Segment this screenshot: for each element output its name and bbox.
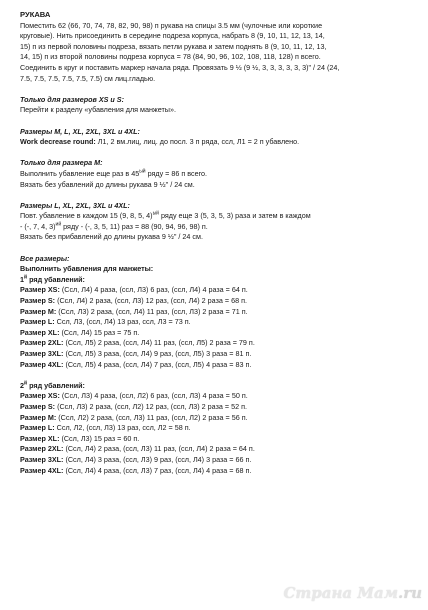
size-label: Размер S: xyxy=(20,296,56,306)
round1-header: $1^й$ ряд убавлений: xyxy=(20,274,85,284)
cuff-subheader: Выполнить убавления для манжеты: xyxy=(20,264,154,274)
round2-header: $2^й$ ряд убавлений: xyxy=(20,380,85,390)
size-row xyxy=(20,296,415,307)
document-page xyxy=(20,10,415,476)
size-label: Размер XS: xyxy=(20,285,60,295)
intro-line: Поместить 62 (66, 70, 74, 78, 82, 90, 98) п рукава на спицы 3.5 мм (чулочные или короткие xyxy=(20,20,323,30)
size-label: Размер S: xyxy=(20,401,56,411)
size-instructions: (Ссл, Л5) 3 раза, (ссл, Л4) 9 раз, (ссл, Л5) 3 раза = 81 п. xyxy=(63,349,252,358)
size-instructions: (Ссл, Л2) 2 раза, (ссл, Л3) 11 раз, (ссл, Л2) 2 раза = 56 п. xyxy=(56,412,248,422)
size-label: Размер XS: xyxy=(20,391,60,401)
intro-line: 14, 15) п из второй половины подреза корпуса = 78 (84, 90, 96, 102, 108, 118, 128) п всего. xyxy=(20,52,321,62)
xs-s-header: Только для размеров XS и S: xyxy=(20,94,124,104)
size-instructions: (Ссл, Л5) 2 раза, (ссл, Л4) 11 раз, (ссл, Л5) 2 раза = 79 п. xyxy=(63,338,255,348)
size-row xyxy=(20,434,415,445)
m-4xl-header: Размеры M, L, XL, 2XL, 3XL и 4XL: xyxy=(20,126,140,136)
size-row xyxy=(20,466,415,477)
intro-line: 7.5, 7.5, 7.5, 7.5, 7.5, 7.5) см лиц.гладью. xyxy=(20,73,156,83)
l-4xl-line: - (-, 7, 4, 3)$^{ий}$ ряду - (-, 3, 5, 11) раз = 88 (90, 94, 96, 98) п. xyxy=(20,221,208,231)
size-instructions: (Ссл, Л4) 4 раза, (ссл, Л3) 7 раз, (ссл, Л4) 4 раза = 68 п. xyxy=(63,465,252,475)
size-label: Размер L: xyxy=(20,423,55,433)
size-label: Размер 4XL: xyxy=(20,359,64,369)
size-row xyxy=(20,285,415,296)
watermark-logo: Страна Мам.ru xyxy=(283,584,422,602)
size-row xyxy=(20,349,415,360)
size-row xyxy=(20,413,415,424)
size-instructions: (Ссл, Л4) 4 раза, (ссл, Л3) 6 раз, (ссл, Л4) 4 раза = 64 п. xyxy=(59,285,248,295)
m-only-line: Вязать без убавлений до длины рукава 9 ½" / 24 см. xyxy=(20,179,195,189)
size-row xyxy=(20,455,415,466)
size-row xyxy=(20,444,415,455)
size-label: Размер 4XL: xyxy=(20,465,64,475)
all-sizes-header: Все размеры: xyxy=(20,253,70,263)
m-4xl-text: Work decrease round: Л1, 2 вм.лиц, лиц. до посл. 3 п ряда, ссл, Л1 = 2 п убавлено. xyxy=(20,137,300,147)
size-instructions: Ссл, Л2, (ссл, Л3) 13 раз, ссл, Л2 = 58 п. xyxy=(54,423,191,433)
size-label: Размер XL: xyxy=(20,327,60,337)
size-row xyxy=(20,328,415,339)
size-label: Размер 2XL: xyxy=(20,338,64,348)
size-row xyxy=(20,338,415,349)
size-label: Размер 3XL: xyxy=(20,349,64,358)
size-row xyxy=(20,423,415,434)
size-instructions: (Ссл, Л3) 2 раза, (ссл, Л4) 11 раз, (ссл, Л3) 2 раза = 71 п. xyxy=(56,306,248,316)
size-instructions: (Ссл, Л3) 2 раза, (ссл, Л2) 12 раз, (ссл, Л3) 2 раза = 52 п. xyxy=(55,401,247,411)
l-4xl-line: Вязать без прибавлений до длины рукава 9 ½" / 24 см. xyxy=(20,232,203,242)
size-instructions: (Ссл, Л3) 15 раз = 60 п. xyxy=(59,433,140,443)
xs-s-text: Перейти к разделу «убавления для манжеты». xyxy=(20,105,176,115)
size-row xyxy=(20,402,415,413)
size-row xyxy=(20,391,415,402)
size-label: Размер M: xyxy=(20,306,57,316)
size-label: Размер 2XL: xyxy=(20,444,64,454)
size-label: Размер M: xyxy=(20,412,57,422)
l-4xl-line: Повт. убавление в каждом 15 (9, 8, 5, 4)$^{ый}$ ряду еще 3 (5, 3, 5, 3) раза и затем в каждом xyxy=(20,210,311,221)
size-label: Размер 3XL: xyxy=(20,454,64,464)
size-row xyxy=(20,307,415,318)
size-instructions: Ссл, Л3, (ссл, Л4) 13 раз, ссл, Л3 = 73 п. xyxy=(54,317,191,327)
intro-line: круговые). Нить присоединить в середине подреза корпуса, набрать 8 (9, 10, 11, 12, 13, 14, xyxy=(20,31,325,41)
size-instructions: (Ссл, Л4) 15 раз = 75 п. xyxy=(59,327,140,337)
size-instructions: (Ссл, Л3) 4 раза, (ссл, Л2) 6 раз, (ссл, Л3) 4 раза = 50 п. xyxy=(59,391,248,401)
size-instructions: (Ссл, Л5) 4 раза, (ссл, Л4) 7 раз, (ссл, Л5) 4 раза = 83 п. xyxy=(63,359,252,369)
round2-list xyxy=(20,391,415,476)
m-only-line: Выполнить убавление еще раз в $45^{ый}$ ряду = 86 п всего. xyxy=(20,168,208,178)
round1-list xyxy=(20,285,415,370)
size-row xyxy=(20,360,415,371)
m-only-header: Только для размера M: xyxy=(20,158,103,168)
size-instructions: (Ссл, Л4) 2 раза, (ссл, Л3) 11 раз, (ссл, Л4) 2 раза = 64 п. xyxy=(63,444,255,454)
intro-paragraph xyxy=(20,21,415,85)
intro-line: Соединить в круг и поставить маркер начала ряда. Провязать 9 ½ (9 ½, 3, 3, 3, 3, 3, 3)" / 24 (24, xyxy=(20,62,340,72)
size-row xyxy=(20,317,415,328)
size-label: Размер L: xyxy=(20,317,55,327)
size-instructions: (Ссл, Л4) 3 раза, (ссл, Л3) 9 раз, (ссл, Л4) 3 раза = 66 п. xyxy=(63,454,252,464)
intro-line: 15) п из первой половины подреза, вязать петли рукава и затем поднять 8 (9, 10, 11, 12, 13, xyxy=(20,41,327,51)
section-title: РУКАВА xyxy=(20,10,51,19)
work-decrease-label: Work decrease round: xyxy=(20,137,96,147)
l-4xl-header: Размеры L, XL, 2XL, 3XL и 4XL: xyxy=(20,200,130,210)
size-instructions: (Ссл, Л4) 2 раза, (ссл, Л3) 12 раз, (ссл, Л4) 2 раза = 68 п. xyxy=(55,296,247,306)
size-label: Размер XL: xyxy=(20,433,60,443)
